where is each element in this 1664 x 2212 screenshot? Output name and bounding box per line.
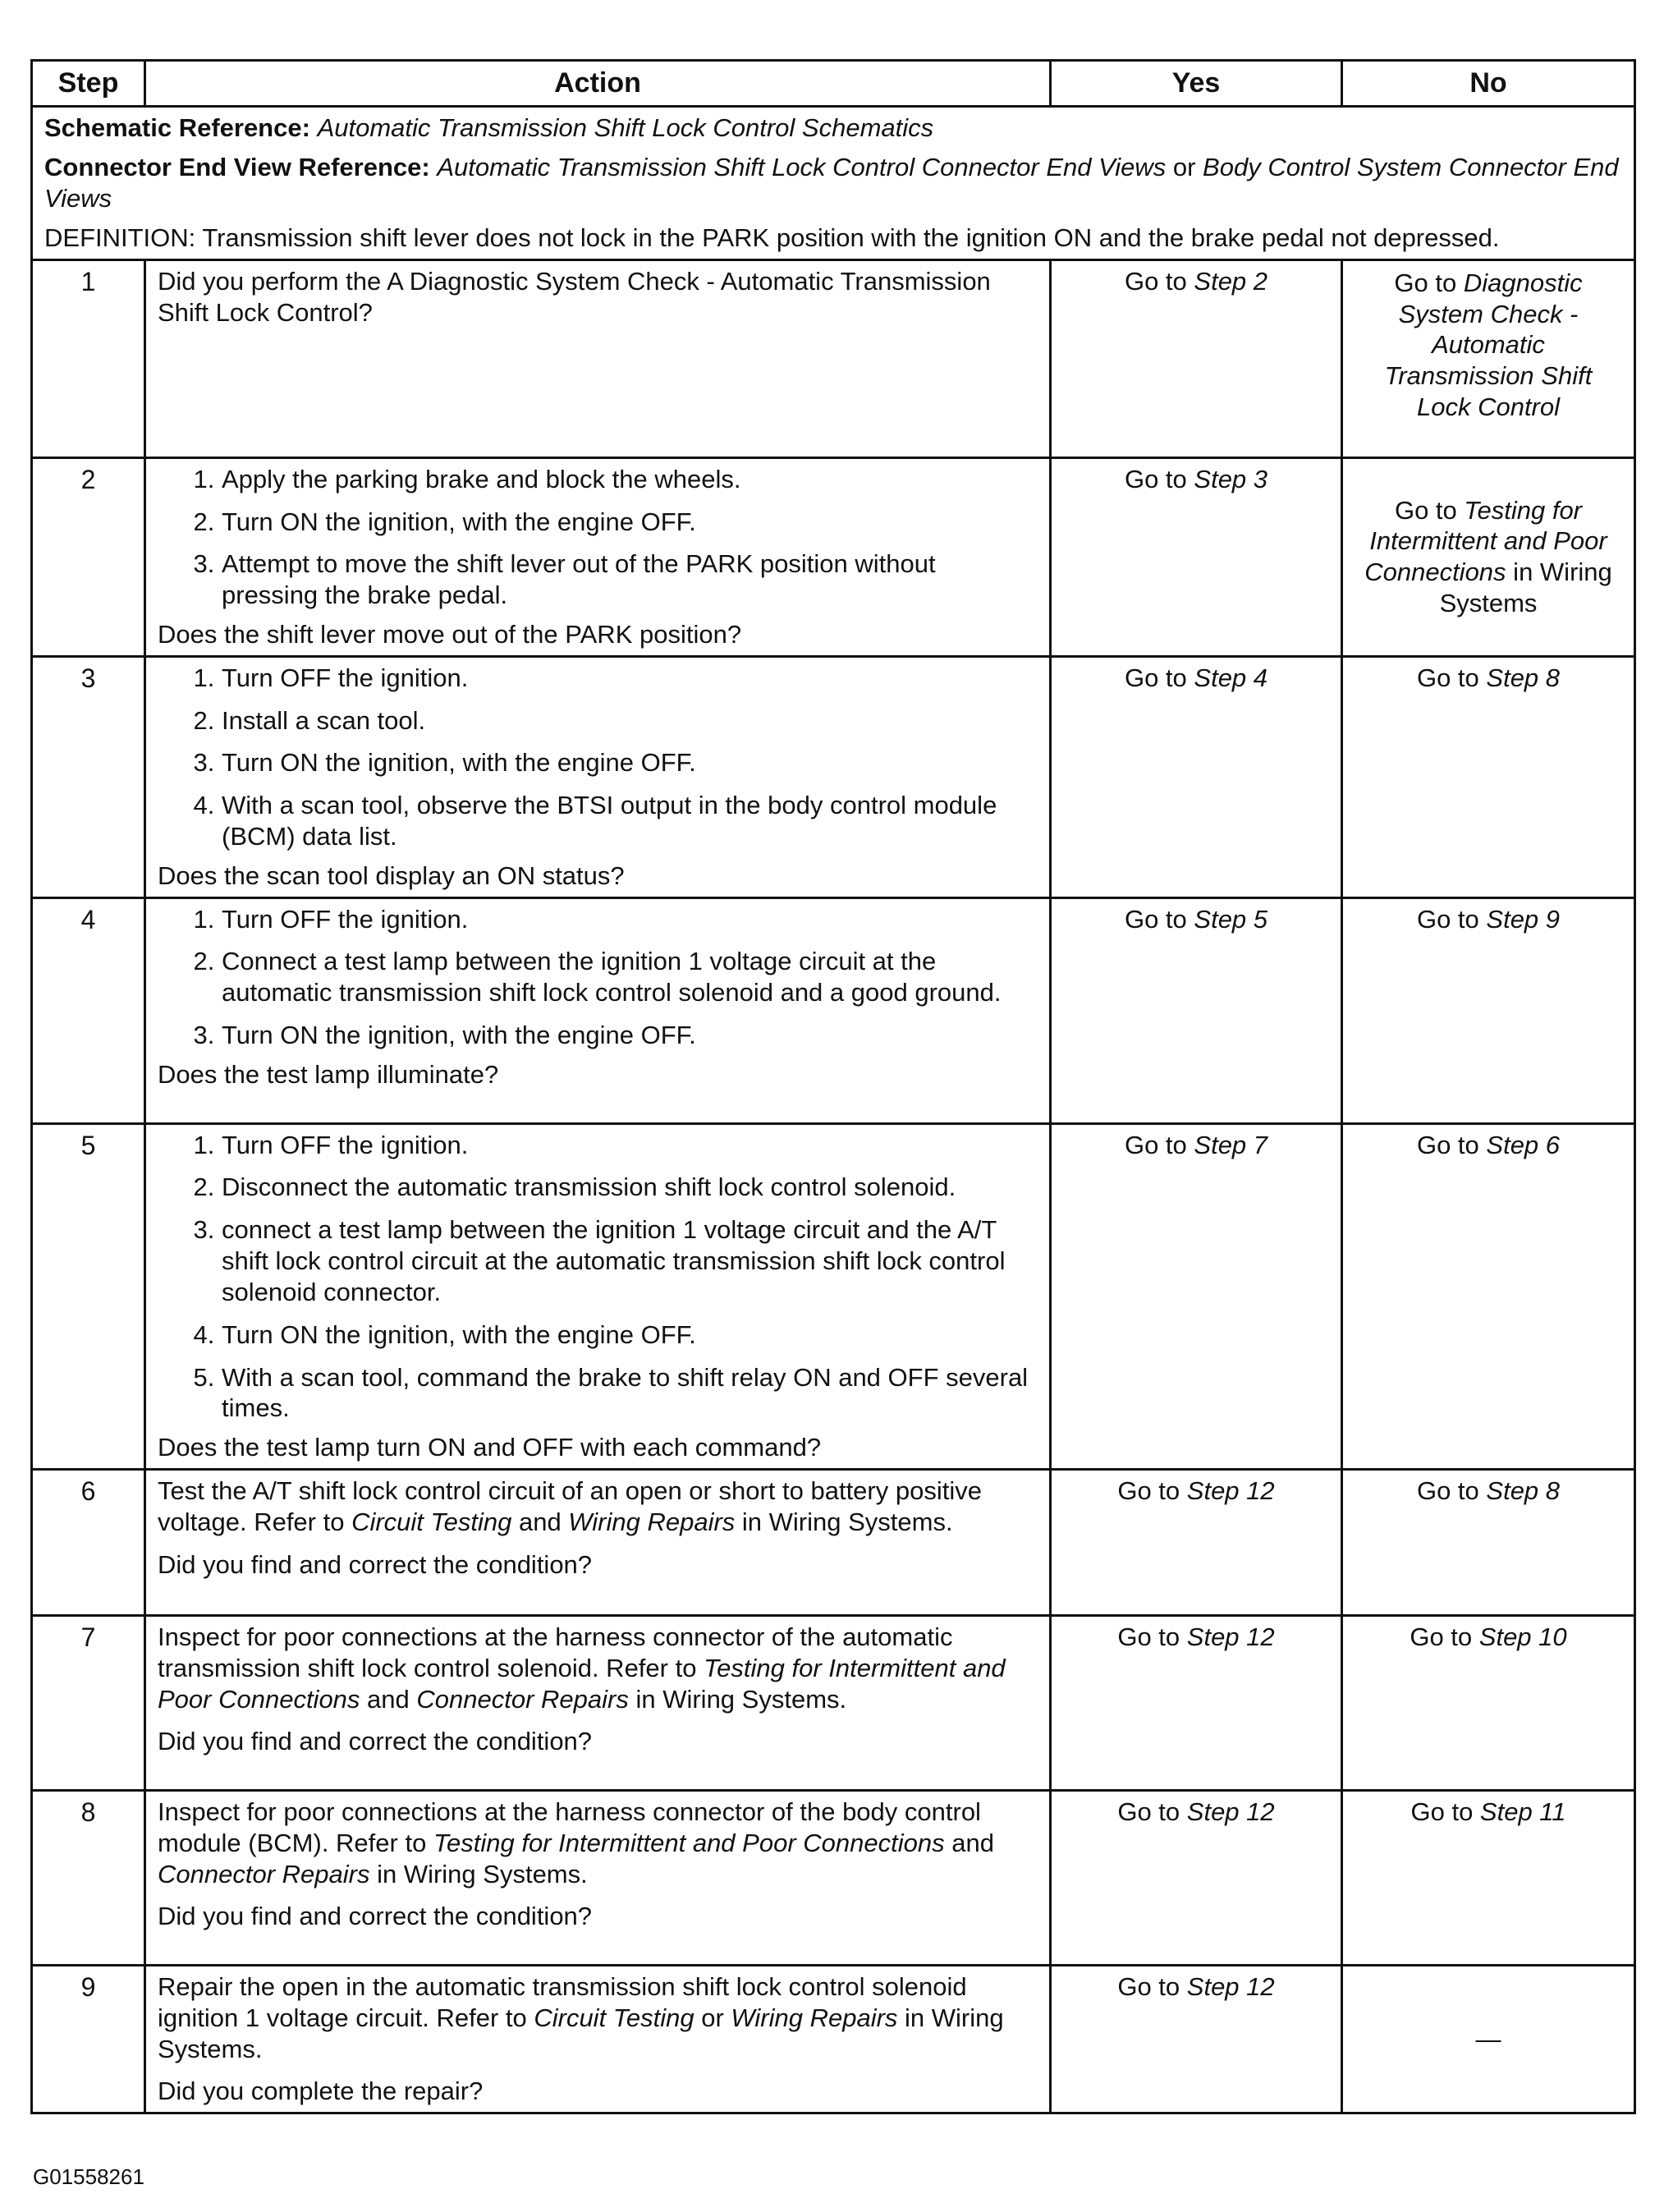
header-no: No (1342, 61, 1635, 107)
reference-link[interactable]: Connector Repairs (416, 1684, 629, 1714)
step-question: Did you find and correct the condition? (158, 1549, 593, 1579)
action-cell (145, 656, 1051, 897)
go-to-text: Go to (1394, 268, 1464, 297)
yes-cell (1051, 1965, 1342, 2113)
yes-cell (1051, 1469, 1342, 1615)
instruction-text: in Wiring Systems. (628, 1684, 847, 1714)
step-number: 9 (32, 1965, 145, 2113)
diagnostic-table (30, 59, 1636, 2114)
substep: 4. Turn ON the ignition, with the engine OFF. (222, 1319, 1038, 1351)
step-question: Did you find and correct the condition? (158, 1902, 593, 1931)
no-target: Step 9 (1486, 904, 1561, 934)
reference-link[interactable]: Connector Repairs (158, 1859, 370, 1888)
header-yes: Yes (1051, 61, 1342, 107)
step-number: 7 (32, 1615, 145, 1790)
reference-link[interactable]: Testing for Intermittent and Poor Connections (433, 1828, 945, 1857)
go-to-text: Go to (1394, 495, 1465, 525)
step-number: 6 (32, 1469, 145, 1615)
definition-text: DEFINITION: Transmission shift lever does not lock in the PARK position with the ignition ON and the brake pedal not depressed. (44, 223, 1500, 252)
go-to-text: Go to (1416, 1130, 1487, 1159)
table-row (32, 457, 1635, 656)
step-question: Does the scan tool display an ON status? (158, 860, 625, 890)
step-question: Did you find and correct the condition? (158, 1727, 593, 1756)
instruction-text: Repair the open in the automatic transmission shift lock control solenoid ignition 1 voltage circuit. Refer to (158, 1971, 967, 2032)
yes-target: Step 2 (1194, 266, 1268, 296)
step-number: 3 (32, 656, 145, 897)
substep: 2. Install a scan tool. (222, 705, 1038, 737)
step-instruction (158, 1797, 1038, 1889)
step-number: 2 (32, 457, 145, 656)
step-question: Does the test lamp turn ON and OFF with each command? (158, 1433, 822, 1462)
substep: 3. Turn ON the ignition, with the engine OFF. (222, 1020, 1038, 1051)
step-number: 8 (32, 1790, 145, 1965)
instruction-text: in Wiring Systems. (158, 2003, 1004, 2063)
substep: 3. Turn ON the ignition, with the engine OFF. (222, 747, 1038, 778)
go-to-text: Go to (1416, 1475, 1487, 1505)
table-row (32, 259, 1635, 457)
no-cell (1342, 1469, 1635, 1615)
instruction-text: Test the A/T shift lock control circuit of an open or short to battery positive voltage. Refer to (158, 1475, 982, 1536)
schematic-reference-value: Automatic Transmission Shift Lock Control Schematics (317, 113, 934, 143)
instruction-text: and (944, 1828, 994, 1857)
yes-target: Step 12 (1186, 1622, 1275, 1651)
reference-row (32, 107, 1635, 259)
go-to-text: Go to (1410, 1622, 1479, 1651)
action-cell (145, 1123, 1051, 1469)
yes-cell (1051, 259, 1342, 457)
schematic-reference-label: Schematic Reference: (44, 113, 310, 143)
action-cell (145, 1615, 1051, 1790)
step-instruction (158, 1475, 1038, 1538)
substep-list (158, 1130, 1038, 1425)
substep: 1. Turn OFF the ignition. (222, 904, 1038, 935)
no-target: Step 10 (1478, 1622, 1567, 1651)
step-question: Does the shift lever move out of the PARK position? (158, 619, 742, 649)
no-target: Step 6 (1486, 1130, 1561, 1159)
action-cell (145, 897, 1051, 1123)
no-cell (1342, 1965, 1635, 2113)
substep-list (158, 904, 1038, 1051)
no-target: Testing for Intermittent and Poor Connections (1364, 495, 1607, 587)
instruction-text: in Wiring Systems. (735, 1507, 953, 1536)
connector-reference (44, 152, 1622, 214)
yes-cell (1051, 457, 1342, 656)
yes-target: Step 5 (1194, 904, 1268, 934)
substep: 3. connect a test lamp between the ignition 1 voltage circuit and the A/T shift lock control circuit at the automatic transmission shift lock control solenoid connector. (222, 1214, 1038, 1307)
go-to-text: Go to (1124, 904, 1194, 934)
substep: 3. Attempt to move the shift lever out of the PARK position without pressing the brake pedal. (222, 548, 1038, 611)
step-number: 5 (32, 1123, 145, 1469)
go-to-text: Go to (1416, 663, 1487, 692)
substep: 5. With a scan tool, command the brake to shift relay ON and OFF several times. (222, 1362, 1038, 1425)
substep: 2. Connect a test lamp between the ignition 1 voltage circuit at the automatic transmission shift lock control solenoid and a good ground. (222, 946, 1038, 1008)
table-row (32, 1123, 1635, 1469)
connector-reference-label: Connector End View Reference: (44, 153, 430, 182)
action-cell (145, 1965, 1051, 2113)
action-cell (145, 1790, 1051, 1965)
yes-target: Step 12 (1186, 1971, 1275, 2001)
go-to-text: Go to (1410, 1797, 1480, 1826)
instruction-text: and (360, 1684, 417, 1714)
step-number: 1 (32, 259, 145, 457)
go-to-text: Go to (1117, 1797, 1187, 1826)
no-target: Diagnostic System Check - Automatic Transmission Shift Lock Control (1384, 268, 1593, 421)
go-to-text: Go to (1117, 1622, 1187, 1651)
yes-cell (1051, 1123, 1342, 1469)
go-to-text: Go to (1117, 1475, 1187, 1505)
schematic-reference (44, 112, 1622, 144)
reference-link[interactable]: Testing for Intermittent and Poor Connections (158, 1653, 1006, 1714)
instruction-text: and (511, 1507, 569, 1536)
diagnostic-table-sheet (30, 59, 1634, 2114)
yes-cell (1051, 897, 1342, 1123)
no-target: Step 8 (1486, 1475, 1561, 1505)
reference-link[interactable]: Wiring Repairs (731, 2003, 898, 2032)
substep-list (158, 663, 1038, 852)
go-to-text: Go to (1124, 266, 1194, 296)
substep: 1. Turn OFF the ignition. (222, 663, 1038, 694)
yes-cell (1051, 1615, 1342, 1790)
step-question: Did you perform the A Diagnostic System Check - Automatic Transmission Shift Lock Control? (158, 266, 991, 327)
step-instruction (158, 1622, 1038, 1714)
table-row (32, 1790, 1635, 1965)
go-to-text: Go to (1124, 663, 1194, 692)
table-row (32, 1965, 1635, 2113)
yes-cell (1051, 656, 1342, 897)
no-cell (1342, 457, 1635, 656)
no-cell (1342, 656, 1635, 897)
table-row (32, 1469, 1635, 1615)
reference-link[interactable]: Circuit Testing (534, 2003, 694, 2032)
header-action: Action (145, 61, 1051, 107)
substep-list (158, 464, 1038, 611)
action-cell (145, 259, 1051, 457)
yes-cell (1051, 1790, 1342, 1965)
header-step: Step (32, 61, 145, 107)
no-cell (1342, 1790, 1635, 1965)
no-target: Step 11 (1479, 1797, 1566, 1826)
yes-target: Step 4 (1194, 663, 1268, 692)
instruction-text: Inspect for poor connections at the harness connector of the automatic transmission shift lock control solenoid. Refer to (158, 1622, 953, 1682)
go-to-text: Go to (1416, 904, 1487, 934)
action-cell (145, 457, 1051, 656)
table-row (32, 1615, 1635, 1790)
yes-target: Step 7 (1194, 1130, 1268, 1159)
reference-link[interactable]: Wiring Repairs (568, 1507, 736, 1536)
connector-reference-or: or (1166, 153, 1203, 182)
table-row (32, 656, 1635, 897)
substep: 2. Turn ON the ignition, with the engine OFF. (222, 507, 1038, 538)
no-suffix: in Wiring Systems (1439, 558, 1612, 618)
no-target: Step 8 (1486, 663, 1561, 692)
step-question: Does the test lamp illuminate? (158, 1059, 499, 1089)
step-instruction (158, 1971, 1038, 2064)
step-question: Did you complete the repair? (158, 2077, 484, 2106)
instruction-text: in Wiring Systems. (369, 1859, 588, 1888)
no-cell (1342, 1123, 1635, 1469)
reference-cell (32, 107, 1635, 259)
header-row (32, 61, 1635, 107)
yes-target: Step 3 (1194, 464, 1268, 493)
no-cell (1342, 897, 1635, 1123)
substep: 2. Disconnect the automatic transmission shift lock control solenoid. (222, 1172, 1038, 1203)
substep: 1. Apply the parking brake and block the wheels. (222, 464, 1038, 495)
reference-link[interactable]: Circuit Testing (351, 1507, 512, 1536)
substep: 1. Turn OFF the ignition. (222, 1130, 1038, 1161)
yes-target: Step 12 (1186, 1797, 1275, 1826)
go-to-text: Go to (1117, 1971, 1187, 2001)
connector-reference-value-2: Body Control System Connector End Views (44, 153, 1619, 213)
no-cell (1342, 259, 1635, 457)
instruction-text: Inspect for poor connections at the harness connector of the body control module (BCM). Refer to (158, 1797, 981, 1857)
yes-target: Step 12 (1186, 1475, 1275, 1505)
no-dash: — (1475, 2024, 1501, 2054)
go-to-text: Go to (1124, 1130, 1194, 1159)
no-cell (1342, 1615, 1635, 1790)
go-to-text: Go to (1124, 464, 1194, 493)
table-row (32, 897, 1635, 1123)
action-cell (145, 1469, 1051, 1615)
instruction-text: or (694, 2003, 731, 2032)
connector-reference-value-1: Automatic Transmission Shift Lock Control Connector End Views (437, 153, 1167, 182)
substep: 4. With a scan tool, observe the BTSI output in the body control module (BCM) data list. (222, 790, 1038, 852)
document-code: G01558261 (33, 2164, 144, 2189)
step-number: 4 (32, 897, 145, 1123)
